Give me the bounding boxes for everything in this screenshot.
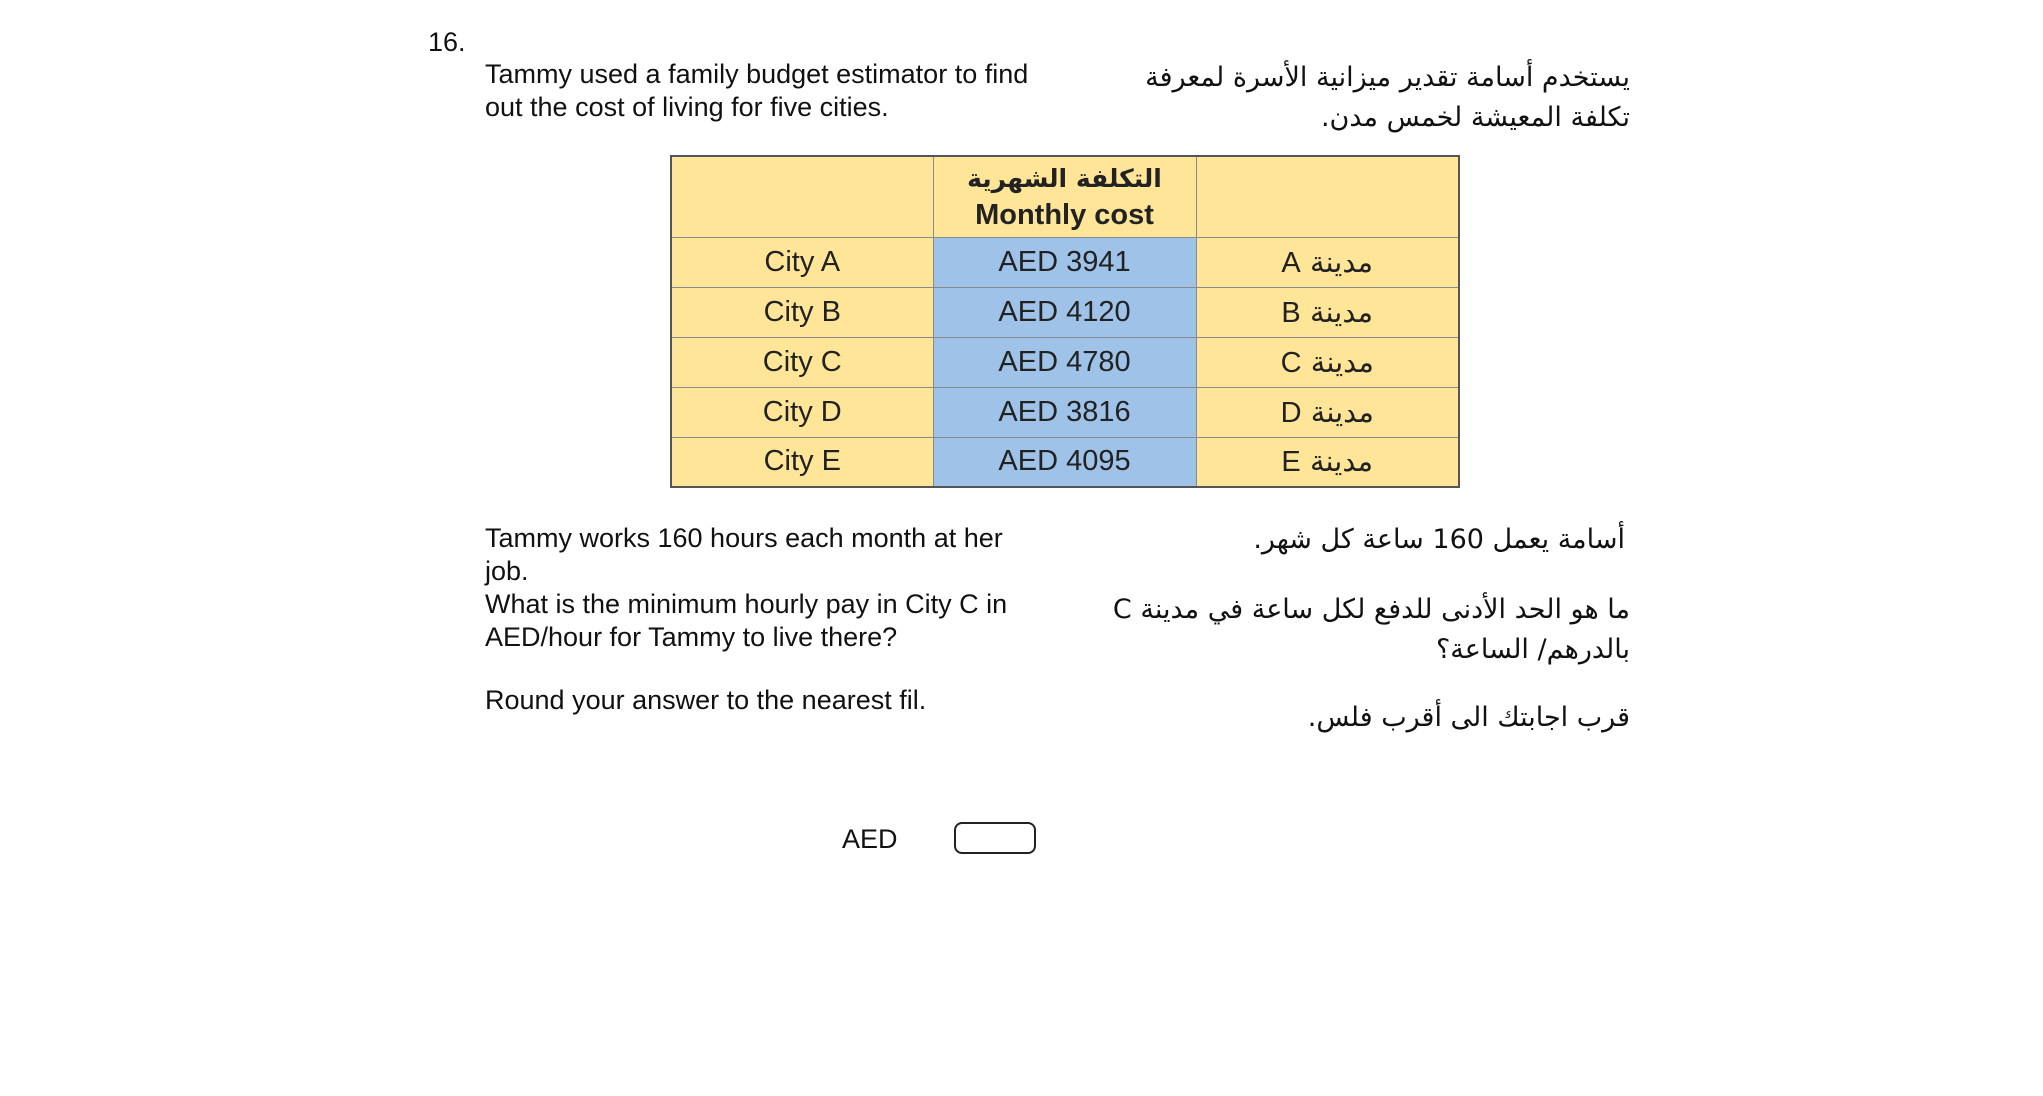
work-text-ar: أسامة يعمل 160 ساعة كل شهر.: [1253, 524, 1625, 555]
rounding-text-ar: قرب اجابتك الى أقرب فلس.: [1307, 702, 1630, 733]
city-cost: AED 4120: [933, 287, 1196, 337]
city-name-en: City B: [671, 287, 933, 337]
city-cost: AED 3816: [933, 387, 1196, 437]
city-letter: E: [1281, 446, 1301, 479]
city-cost: AED 3941: [933, 237, 1196, 287]
city-name-ar: مدينة A: [1196, 237, 1459, 287]
city-name-en: City D: [671, 387, 933, 437]
city-name-ar: مدينة D: [1196, 387, 1459, 437]
header-ar: التكلفة الشهرية: [967, 163, 1162, 193]
table-row: [671, 237, 1459, 287]
header-empty-left: [671, 156, 933, 237]
answer-currency-label: AED: [842, 824, 898, 854]
city-letter: C: [1280, 346, 1302, 379]
city-name-ar: مدينة C: [1196, 337, 1459, 387]
city-name-en: City C: [671, 337, 933, 387]
city-name-en: City E: [671, 437, 933, 487]
question-text-ar: ما هو الحد الأدنى للدفع لكل ساعة في مدينة C بالدرهم/ الساعة؟: [1112, 594, 1630, 665]
header-empty-right: [1196, 156, 1459, 237]
table-row: [671, 387, 1459, 437]
intro-text-ar: يستخدم أسامة تقدير ميزانية الأسرة لمعرفة تكلفة المعيشة لخمس مدن.: [1145, 62, 1630, 133]
header-monthly-cost: [933, 156, 1196, 237]
table-header-row: [671, 156, 1459, 237]
city-letter: B: [1281, 296, 1301, 329]
question-text-en: What is the minimum hourly pay in City C in AED/hour for Tammy to live there?: [485, 589, 1008, 652]
answer-input[interactable]: [954, 822, 1036, 854]
question-number: 16.: [428, 27, 466, 57]
table-row: [671, 337, 1459, 387]
city-letter: A: [1281, 246, 1301, 279]
city-cost: AED 4780: [933, 337, 1196, 387]
city-cost: AED 4095: [933, 437, 1196, 487]
header-en: Monthly cost: [975, 198, 1154, 231]
city-letter: D: [1280, 396, 1302, 429]
table-row: [671, 437, 1459, 487]
rounding-text-en: Round your answer to the nearest fil.: [485, 685, 927, 715]
city-name-en: City A: [671, 237, 933, 287]
city-name-ar: مدينة B: [1196, 287, 1459, 337]
table-row: [671, 287, 1459, 337]
work-text-en: Tammy works 160 hours each month at her job.: [485, 523, 1003, 586]
intro-text-en: Tammy used a family budget estimator to find out the cost of living for five cities.: [485, 59, 1029, 122]
city-name-ar: مدينة E: [1196, 437, 1459, 487]
cost-table: [670, 155, 1460, 488]
